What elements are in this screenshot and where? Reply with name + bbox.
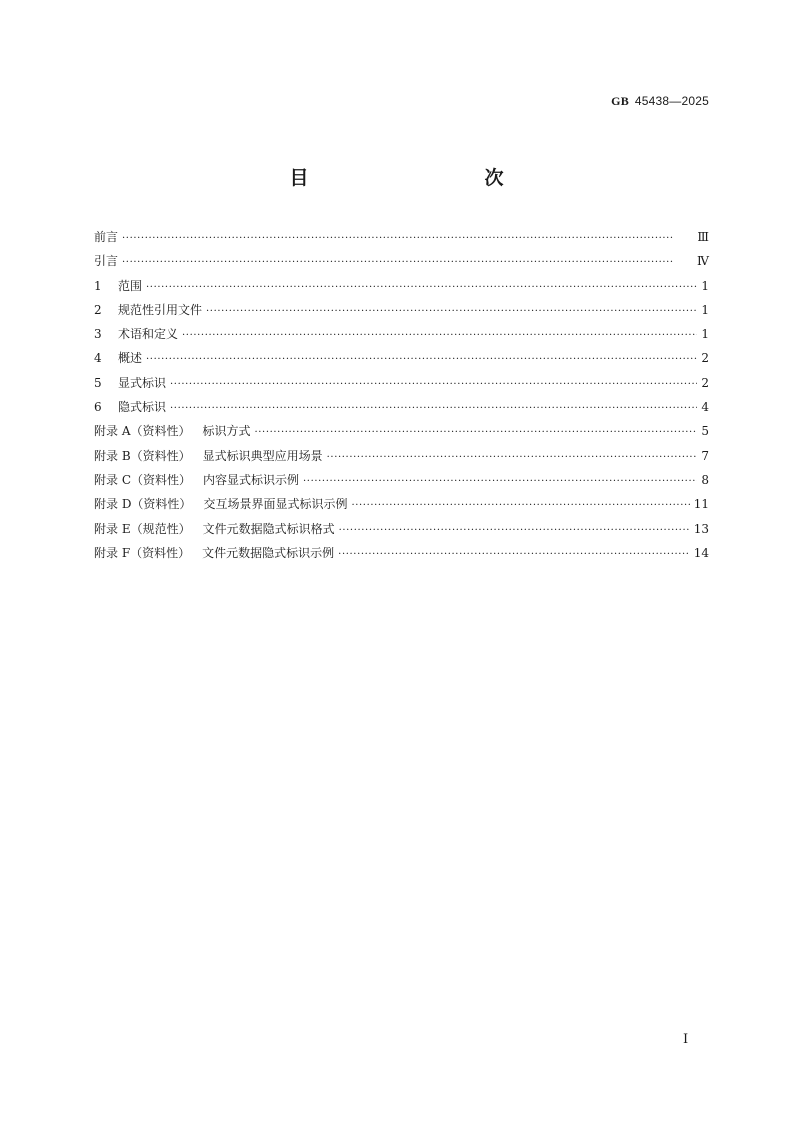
toc-entry-label [94, 325, 178, 342]
toc-entry-label [94, 471, 299, 488]
toc-leader-dots [122, 257, 693, 268]
standard-number: 45438—2025 [634, 94, 709, 108]
toc-entry-title: 文件元数据隐式标识格式 [202, 521, 335, 536]
toc-entry-introduction[interactable] [94, 252, 709, 276]
toc-page-number: 7 [701, 448, 709, 463]
toc-entry-label [94, 495, 347, 512]
toc-entry-title: 规范性引用文件 [118, 302, 203, 317]
toc-leader-dots [338, 549, 690, 560]
standard-prefix: GB [611, 94, 629, 108]
toc-entry-title: 内容显式标识示例 [203, 472, 300, 487]
toc-entry-label [94, 398, 166, 415]
toc-entry-annex-f[interactable] [94, 544, 709, 568]
toc-entry-label [94, 301, 202, 318]
toc-leader-dots [122, 233, 693, 244]
toc-page-number: 8 [701, 472, 709, 487]
toc-page-number: 1 [701, 278, 709, 293]
toc-annex-designation: 附录 C（资料性） [94, 472, 191, 487]
toc-page-number: 14 [693, 545, 709, 560]
toc-leader-dots [170, 403, 697, 414]
toc-entry-scope[interactable] [94, 277, 709, 301]
toc-page-number: Ⅳ [697, 254, 709, 269]
toc-leader-dots [146, 354, 697, 365]
toc-page-number: 1 [701, 327, 709, 342]
toc-clause-number: 1 [94, 278, 102, 293]
toc-entry-label [94, 422, 251, 439]
toc-annex-designation: 附录 B（资料性） [94, 448, 191, 463]
toc-entry-title: 显式标识典型应用场景 [202, 448, 323, 463]
toc-page-number: 5 [701, 424, 709, 439]
toc-page-number: 1 [701, 302, 709, 317]
toc-leader-dots [327, 452, 697, 463]
toc-annex-designation: 附录 F（资料性） [94, 545, 191, 560]
toc-entry-overview[interactable] [94, 349, 709, 373]
toc-entry-terms-definitions[interactable] [94, 325, 709, 349]
table-of-contents [94, 228, 709, 568]
toc-entry-label [94, 349, 142, 366]
toc-entry-title: 前言 [94, 230, 119, 244]
toc-page-number: Ⅲ [697, 230, 709, 244]
toc-entry-annex-d[interactable] [94, 495, 709, 519]
toc-entry-label [94, 277, 142, 294]
toc-leader-dots [182, 330, 697, 341]
toc-clause-number: 4 [94, 351, 102, 366]
toc-leader-dots [146, 282, 697, 293]
toc-entry-label [94, 228, 118, 245]
toc-annex-designation: 附录 E（规范性） [94, 521, 191, 536]
toc-entry-title: 范围 [118, 278, 143, 293]
toc-entry-title: 交互场景界面显式标识示例 [203, 497, 348, 512]
toc-entry-title: 文件元数据隐式标识示例 [202, 545, 335, 560]
toc-entry-implicit-marking[interactable] [94, 398, 709, 422]
toc-entry-title: 引言 [94, 254, 119, 269]
toc-entry-annex-b[interactable] [94, 447, 709, 471]
toc-annex-designation: 附录 D（资料性） [94, 497, 192, 512]
toc-entry-label [94, 520, 335, 537]
toc-leader-dots [206, 306, 697, 317]
toc-entry-explicit-marking[interactable] [94, 374, 709, 398]
toc-clause-number: 2 [94, 302, 102, 317]
toc-page-number: 13 [693, 521, 709, 536]
toc-page-number: 4 [701, 400, 709, 415]
toc-clause-number: 5 [94, 375, 102, 390]
toc-leader-dots [170, 379, 697, 390]
toc-entry-title: 术语和定义 [118, 327, 179, 342]
standard-code [611, 94, 709, 109]
page-title: 目 次 [289, 167, 550, 189]
toc-entry-normative-references[interactable] [94, 301, 709, 325]
toc-entry-label [94, 544, 334, 561]
toc-entry-annex-a[interactable] [94, 422, 709, 446]
toc-entry-title: 概述 [118, 351, 143, 366]
toc-leader-dots [303, 476, 697, 487]
toc-entry-annex-e[interactable] [94, 520, 709, 544]
toc-entry-foreword[interactable] [94, 228, 709, 252]
toc-leader-dots [339, 525, 690, 536]
toc-entry-label [94, 252, 118, 269]
toc-annex-designation: 附录 A（资料性） [94, 424, 191, 439]
toc-page-number: 2 [701, 375, 709, 390]
page-number: Ⅰ [683, 1032, 689, 1047]
toc-leader-dots [351, 500, 689, 511]
toc-entry-label [94, 374, 166, 391]
toc-entry-title: 标识方式 [202, 424, 251, 439]
toc-page-number: 2 [701, 351, 709, 366]
toc-page-number: 11 [693, 497, 709, 512]
toc-entry-title: 隐式标识 [118, 400, 167, 415]
toc-entry-title: 显式标识 [118, 375, 167, 390]
toc-entry-label [94, 447, 323, 464]
toc-entry-annex-c[interactable] [94, 471, 709, 495]
toc-clause-number: 6 [94, 400, 102, 415]
toc-clause-number: 3 [94, 327, 102, 342]
toc-leader-dots [255, 427, 698, 438]
